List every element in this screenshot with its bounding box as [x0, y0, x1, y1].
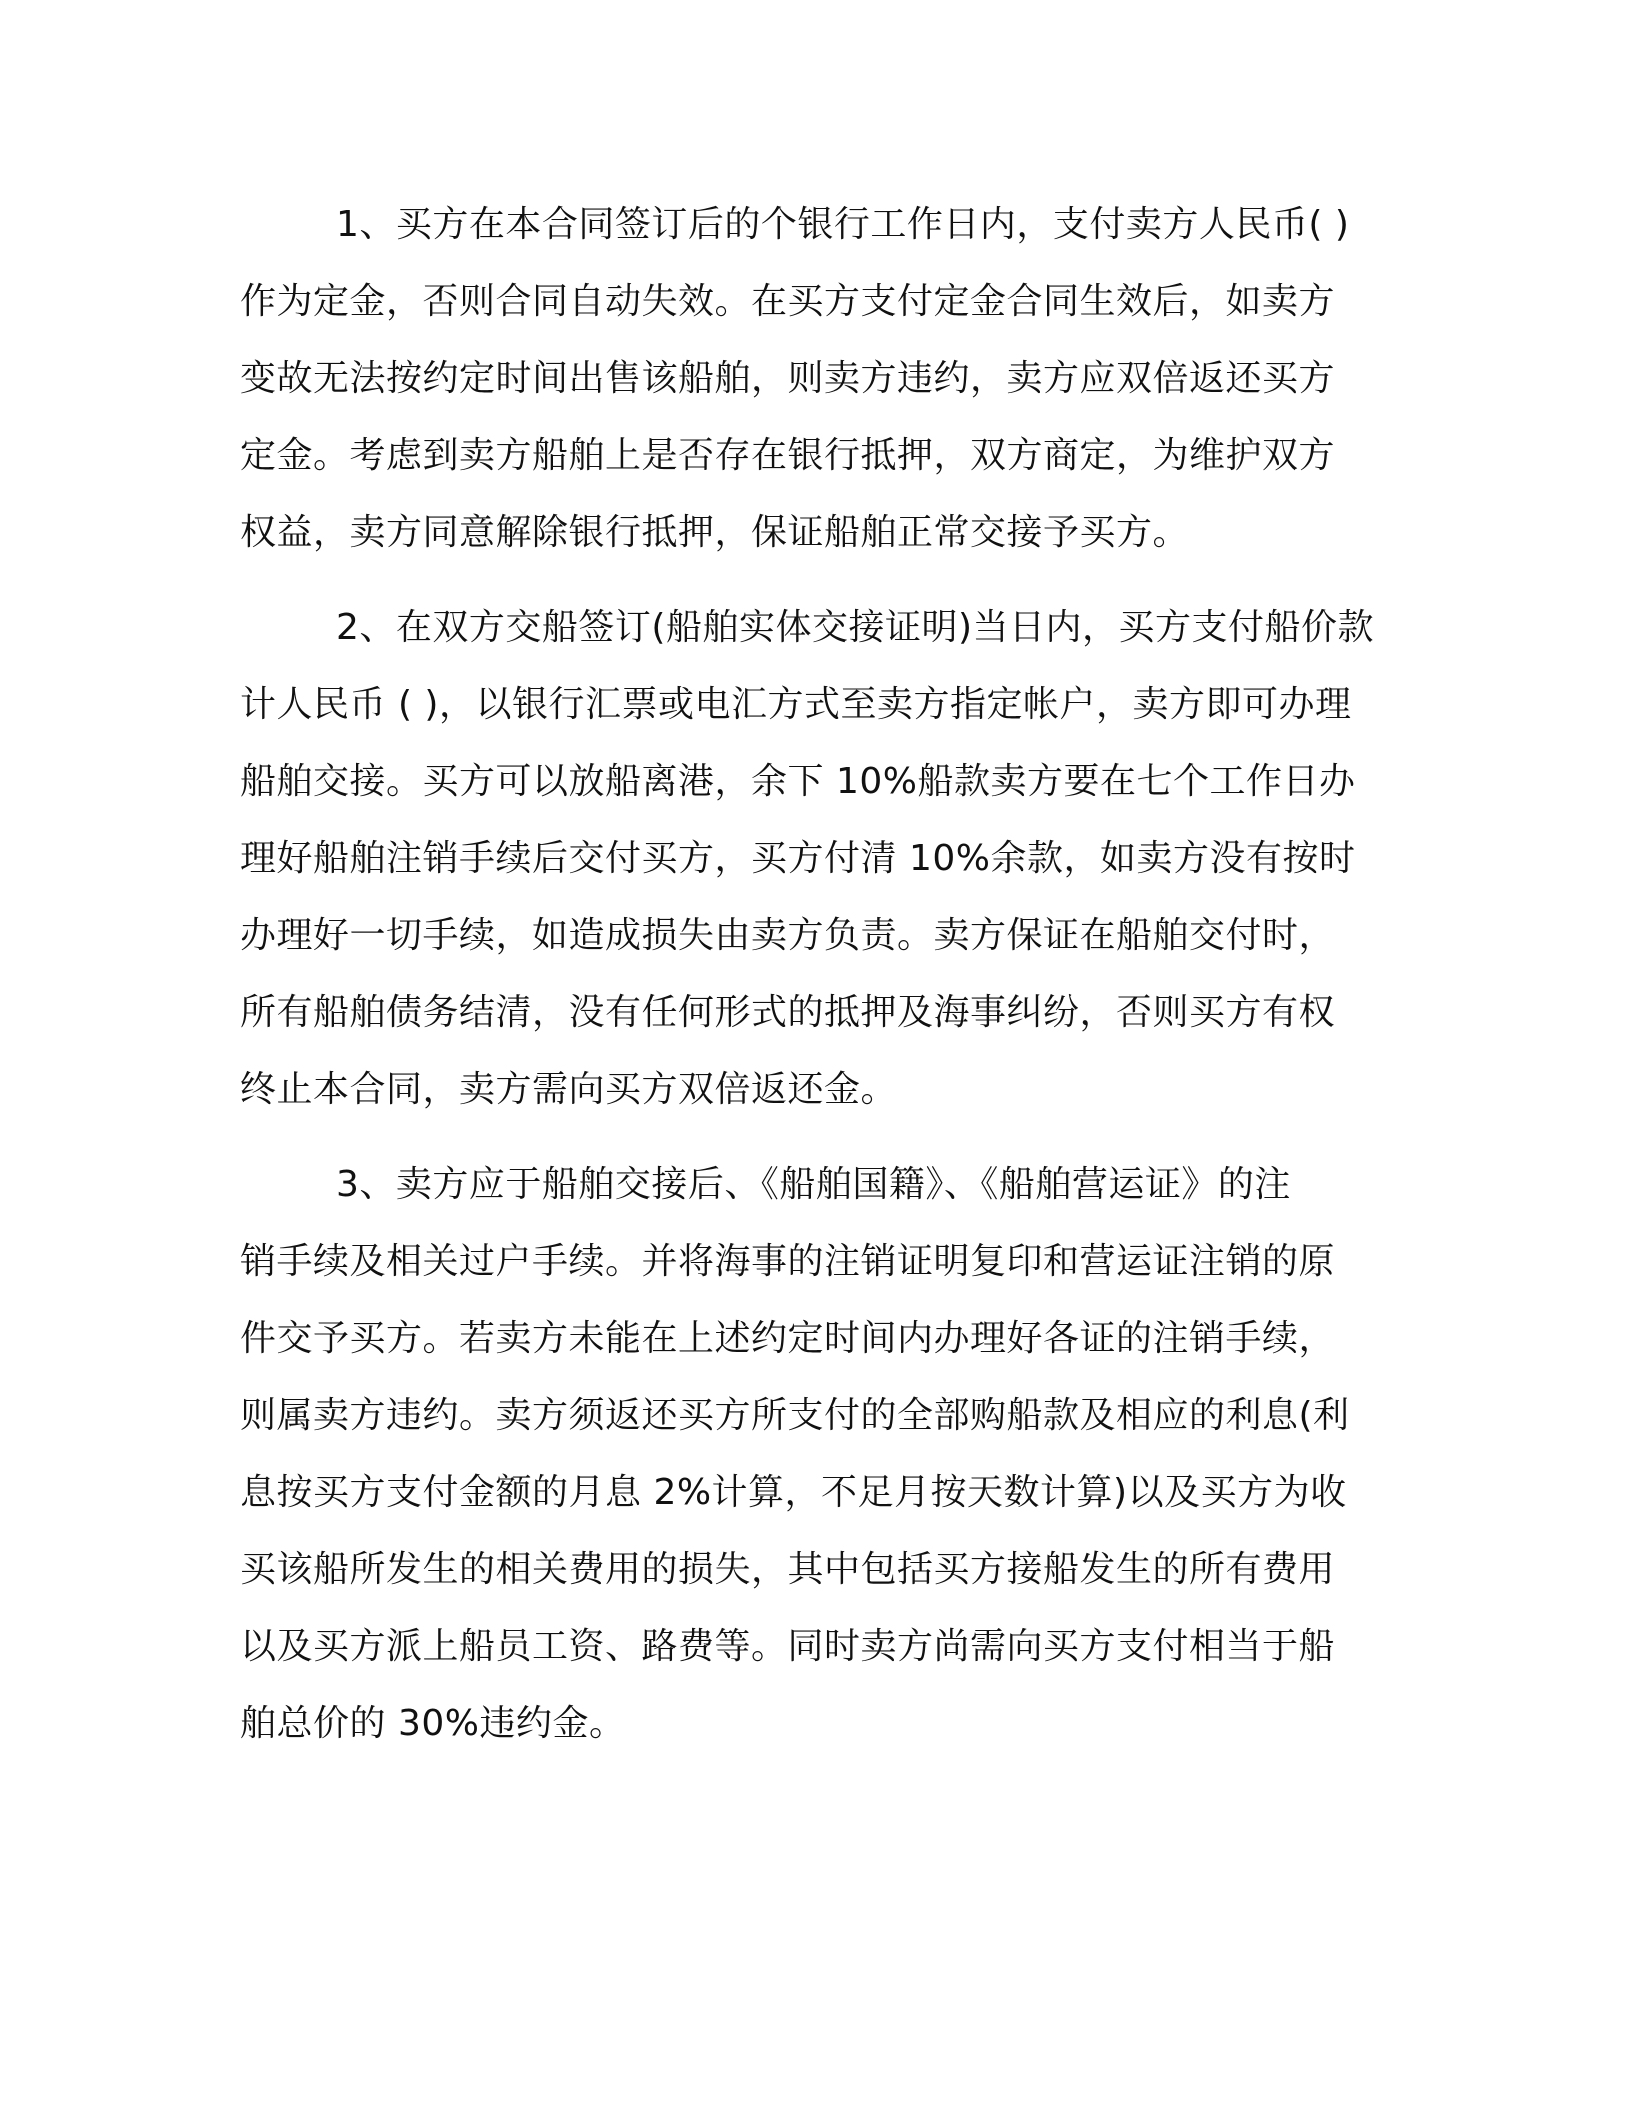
paragraph-line: 2、在双方交船签订(船舶实体交接证明)当日内，买方支付船价款 [336, 607, 1374, 648]
paragraph-line: 办理好一切手续，如造成损失由卖方负责。卖方保证在船舶交付时， [240, 915, 1336, 956]
paragraph-line: 3、卖方应于船舶交接后、《船舶国籍》、《船舶营运证》的注 [336, 1164, 1291, 1205]
paragraph-line: 买该船所发生的相关费用的损失，其中包括买方接船发生的所有费用 [240, 1549, 1336, 1590]
clause-2-paragraph [240, 589, 1390, 1128]
paragraph-line: 定金。考虑到卖方船舶上是否存在银行抵押，双方商定，为维护双方 [240, 435, 1336, 476]
paragraph-line: 终止本合同，卖方需向买方双倍返还金。 [240, 1069, 898, 1110]
document-body [240, 186, 1390, 1762]
clause-3-paragraph [240, 1146, 1390, 1762]
paragraph-line: 所有船舶债务结清，没有任何形式的抵押及海事纠纷，否则买方有权 [240, 992, 1336, 1033]
paragraph-line: 变故无法按约定时间出售该船舶，则卖方违约，卖方应双倍返还买方 [240, 358, 1336, 399]
paragraph-line: 权益，卖方同意解除银行抵押，保证船舶正常交接予买方。 [240, 512, 1190, 553]
paragraph-line: 以及买方派上船员工资、路费等。同时卖方尚需向买方支付相当于船 [240, 1626, 1336, 1667]
paragraph-line: 船舶交接。买方可以放船离港，余下 10%船款卖方要在七个工作日办 [240, 761, 1356, 802]
paragraph-line: 1、买方在本合同签订后的个银行工作日内，支付卖方人民币( ) [336, 204, 1350, 245]
paragraph-line: 销手续及相关过户手续。并将海事的注销证明复印和营运证注销的原 [240, 1241, 1336, 1282]
paragraph-line: 息按买方支付金额的月息 2%计算，不足月按天数计算)以及买方为收 [240, 1472, 1347, 1513]
paragraph-line: 理好船舶注销手续后交付买方，买方付清 10%余款，如卖方没有按时 [240, 838, 1356, 879]
paragraph-line: 舶总价的 30%违约金。 [240, 1703, 626, 1744]
paragraph-line: 件交予买方。若卖方未能在上述约定时间内办理好各证的注销手续， [240, 1318, 1336, 1359]
paragraph-line: 计人民币 ( )，以银行汇票或电汇方式至卖方指定帐户，卖方即可办理 [240, 684, 1352, 725]
paragraph-line: 则属卖方违约。卖方须返还买方所支付的全部购船款及相应的利息(利 [240, 1395, 1350, 1436]
clause-1-paragraph [240, 186, 1390, 571]
paragraph-line: 作为定金，否则合同自动失效。在买方支付定金合同生效后，如卖方 [240, 281, 1336, 322]
